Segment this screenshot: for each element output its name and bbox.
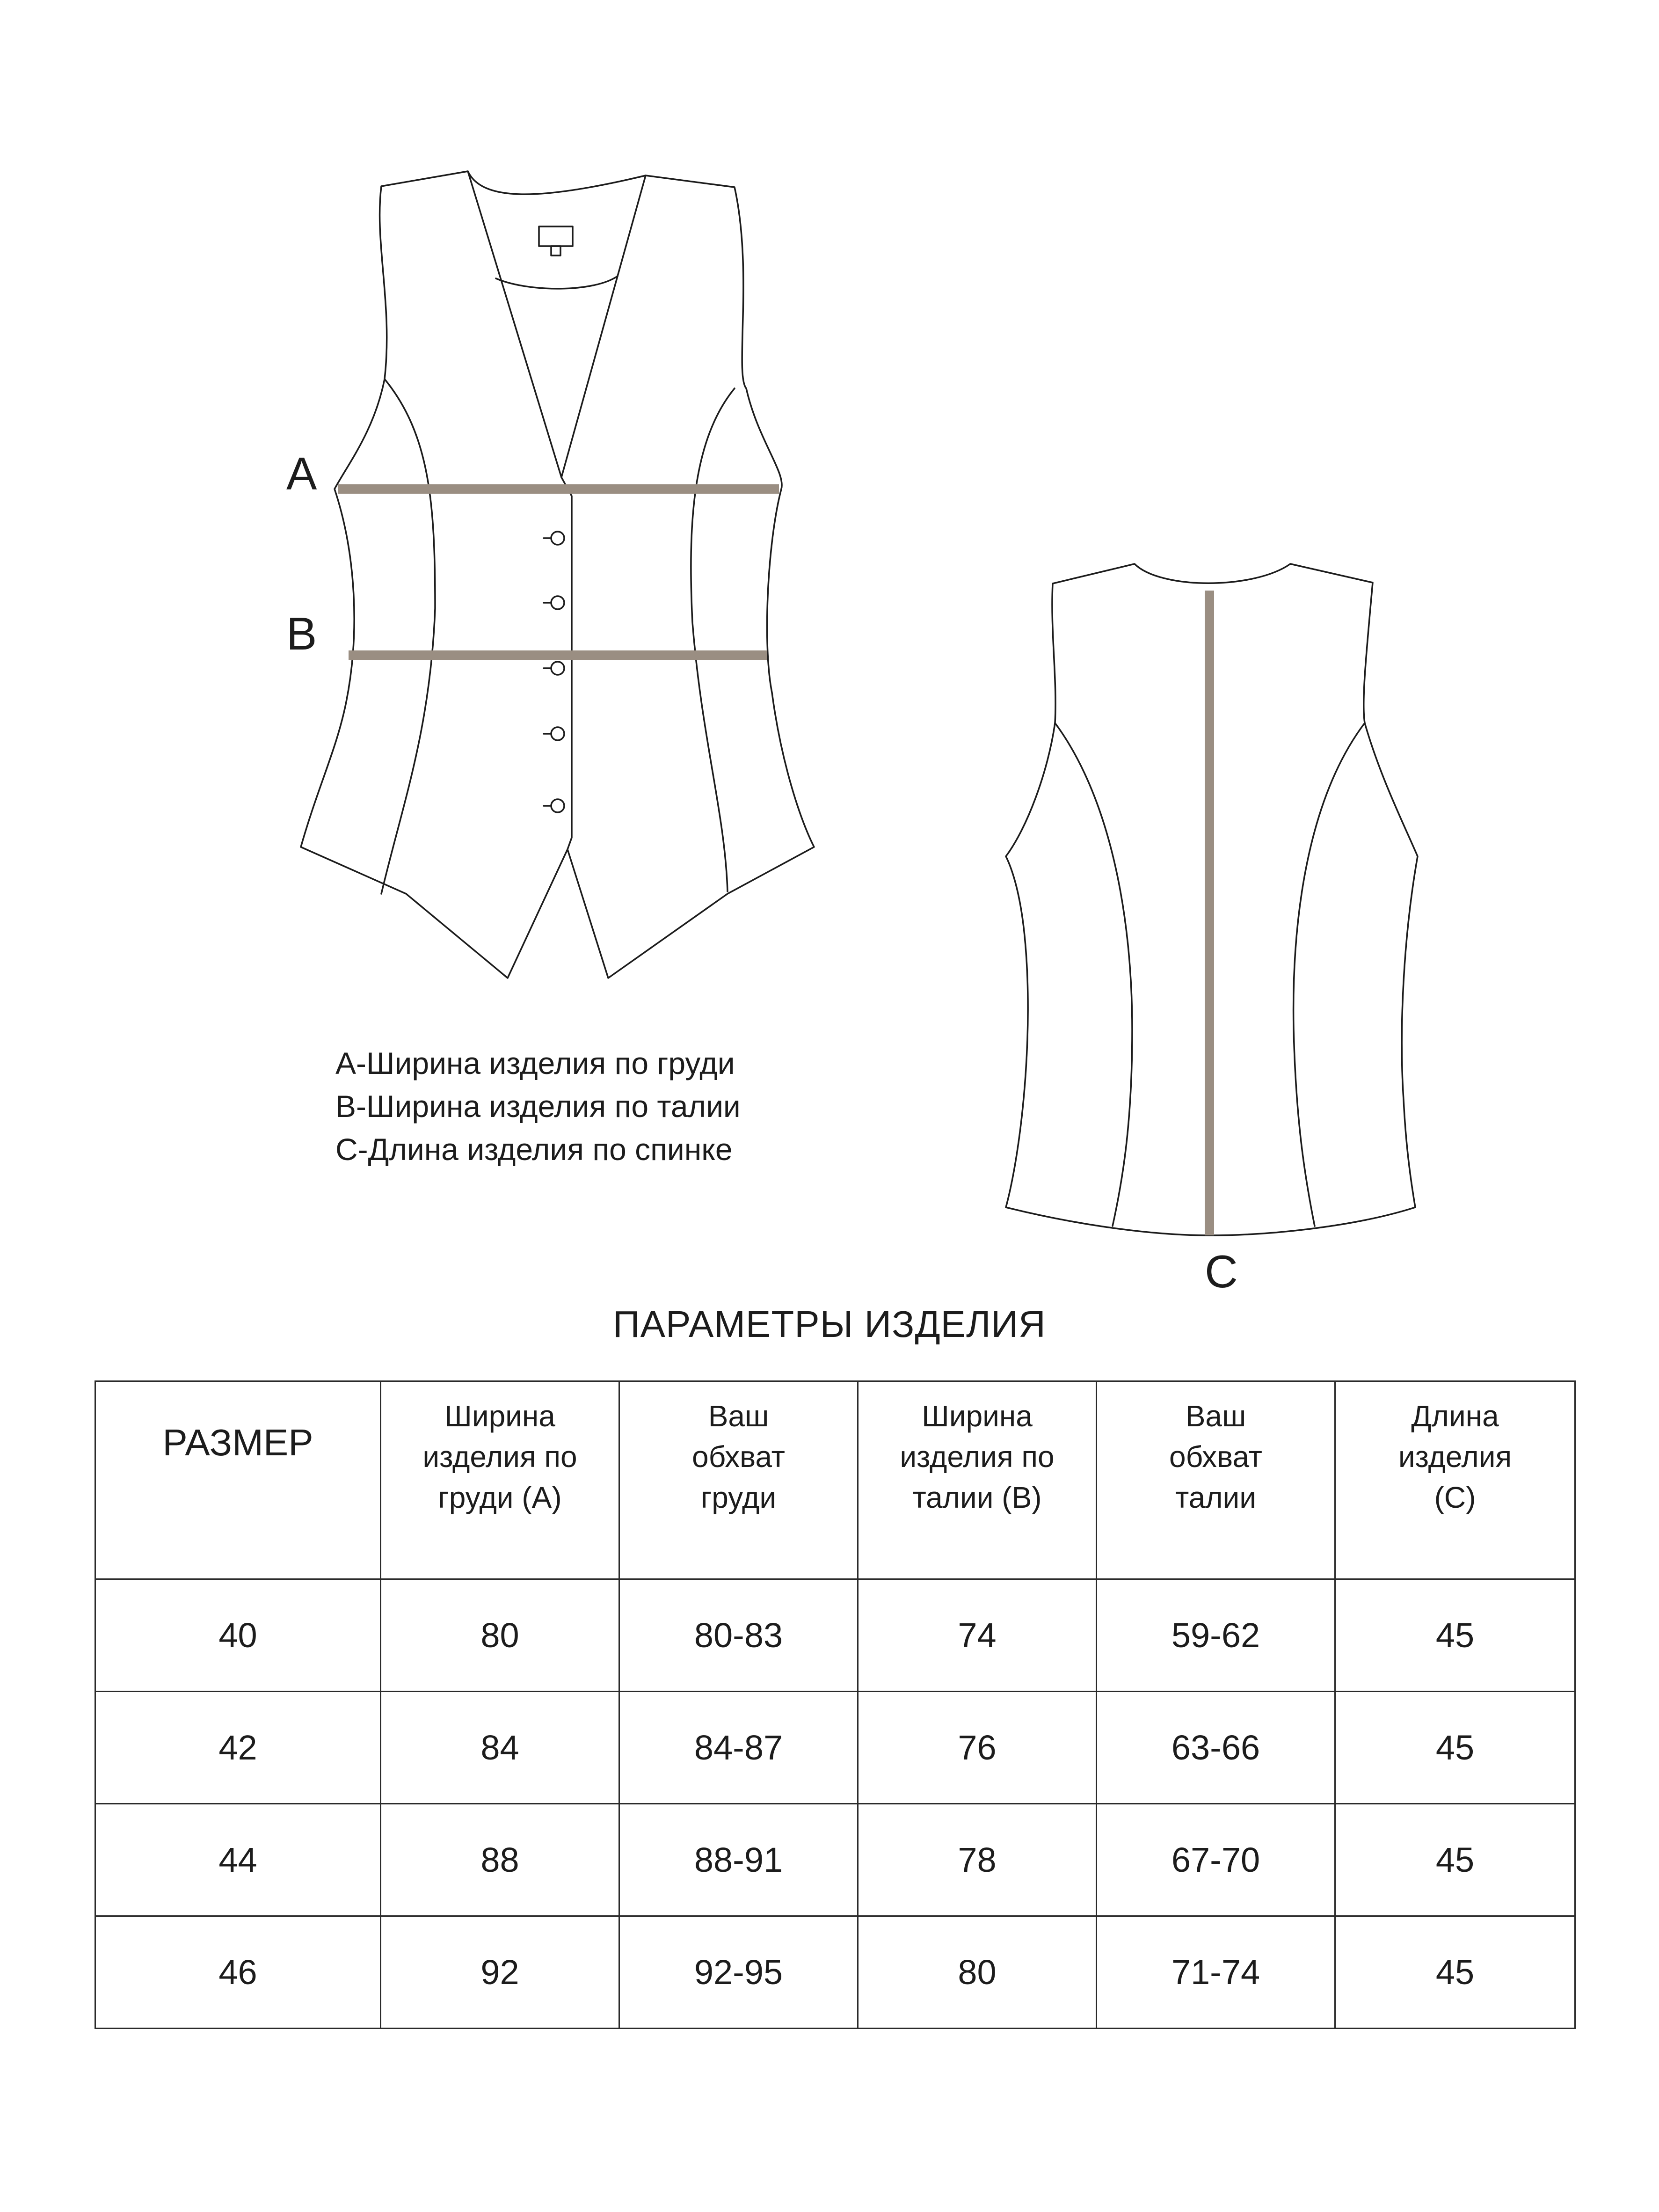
front-outline: [301, 171, 814, 978]
cell-chest-girth: 88-91: [619, 1804, 858, 1916]
back-view: [1006, 564, 1418, 1235]
header-back-length: Длина изделия (C): [1335, 1381, 1575, 1579]
button: [544, 596, 564, 609]
button: [544, 532, 564, 545]
button: [544, 799, 564, 812]
label-c: C: [1205, 1246, 1238, 1297]
front-inner-collar: [496, 276, 618, 289]
front-buttons: [544, 532, 564, 812]
table-row: [95, 1916, 1575, 2029]
button: [544, 662, 564, 675]
cell-waist-width: 74: [858, 1579, 1097, 1692]
cell-waist-girth: 63-66: [1097, 1692, 1335, 1804]
legend-line-a: A-Ширина изделия по груди: [335, 1046, 735, 1080]
cell-size: 40: [95, 1579, 381, 1692]
header-chest-girth: Ваш обхват груди: [619, 1381, 858, 1579]
cell-chest-girth: 80-83: [619, 1579, 858, 1692]
cell-chest-width: 84: [381, 1692, 619, 1804]
legend-line-b: B-Ширина изделия по талии: [335, 1089, 741, 1124]
header-waist-width: Ширина изделия по талии (B): [858, 1381, 1097, 1579]
button: [544, 727, 564, 740]
cell-size: 44: [95, 1804, 381, 1916]
cell-waist-girth: 67-70: [1097, 1804, 1335, 1916]
header-chest-width: Ширина изделия по груди (A): [381, 1381, 619, 1579]
front-left-princess-seam: [381, 379, 435, 894]
front-right-princess-seam: [691, 388, 735, 891]
collar-label-icon: [539, 226, 573, 256]
cell-back-length: 45: [1335, 1579, 1575, 1692]
cell-chest-width: 88: [381, 1804, 619, 1916]
front-neckline: [468, 171, 646, 477]
back-right-princess-seam: [1294, 723, 1365, 1226]
cell-chest-width: 80: [381, 1579, 619, 1692]
cell-size: 46: [95, 1916, 381, 2029]
legend-line-c: C-Длина изделия по спинке: [335, 1132, 733, 1167]
cell-waist-girth: 59-62: [1097, 1579, 1335, 1692]
label-b: B: [286, 608, 317, 659]
table-header-row: [95, 1381, 1575, 1579]
cell-size: 42: [95, 1692, 381, 1804]
table-title: ПАРАМЕТРЫ ИЗДЕЛИЯ: [613, 1303, 1046, 1345]
cell-back-length: 45: [1335, 1916, 1575, 2029]
header-waist-girth: Ваш обхват талии: [1097, 1381, 1335, 1579]
header-size: РАЗМЕР: [95, 1381, 381, 1579]
table-row: [95, 1579, 1575, 1692]
size-table: [95, 1380, 1576, 2029]
cell-waist-width: 78: [858, 1804, 1097, 1916]
label-a: A: [286, 448, 317, 499]
back-left-princess-seam: [1055, 723, 1132, 1226]
cell-back-length: 45: [1335, 1804, 1575, 1916]
cell-waist-width: 76: [858, 1692, 1097, 1804]
cell-waist-width: 80: [858, 1916, 1097, 2029]
cell-chest-girth: 92-95: [619, 1916, 858, 2029]
table-row: [95, 1804, 1575, 1916]
cell-chest-girth: 84-87: [619, 1692, 858, 1804]
table-row: [95, 1692, 1575, 1804]
measurement-legend: [335, 1042, 850, 1171]
front-view: [301, 171, 814, 978]
cell-chest-width: 92: [381, 1916, 619, 2029]
cell-waist-girth: 71-74: [1097, 1916, 1335, 2029]
cell-back-length: 45: [1335, 1692, 1575, 1804]
